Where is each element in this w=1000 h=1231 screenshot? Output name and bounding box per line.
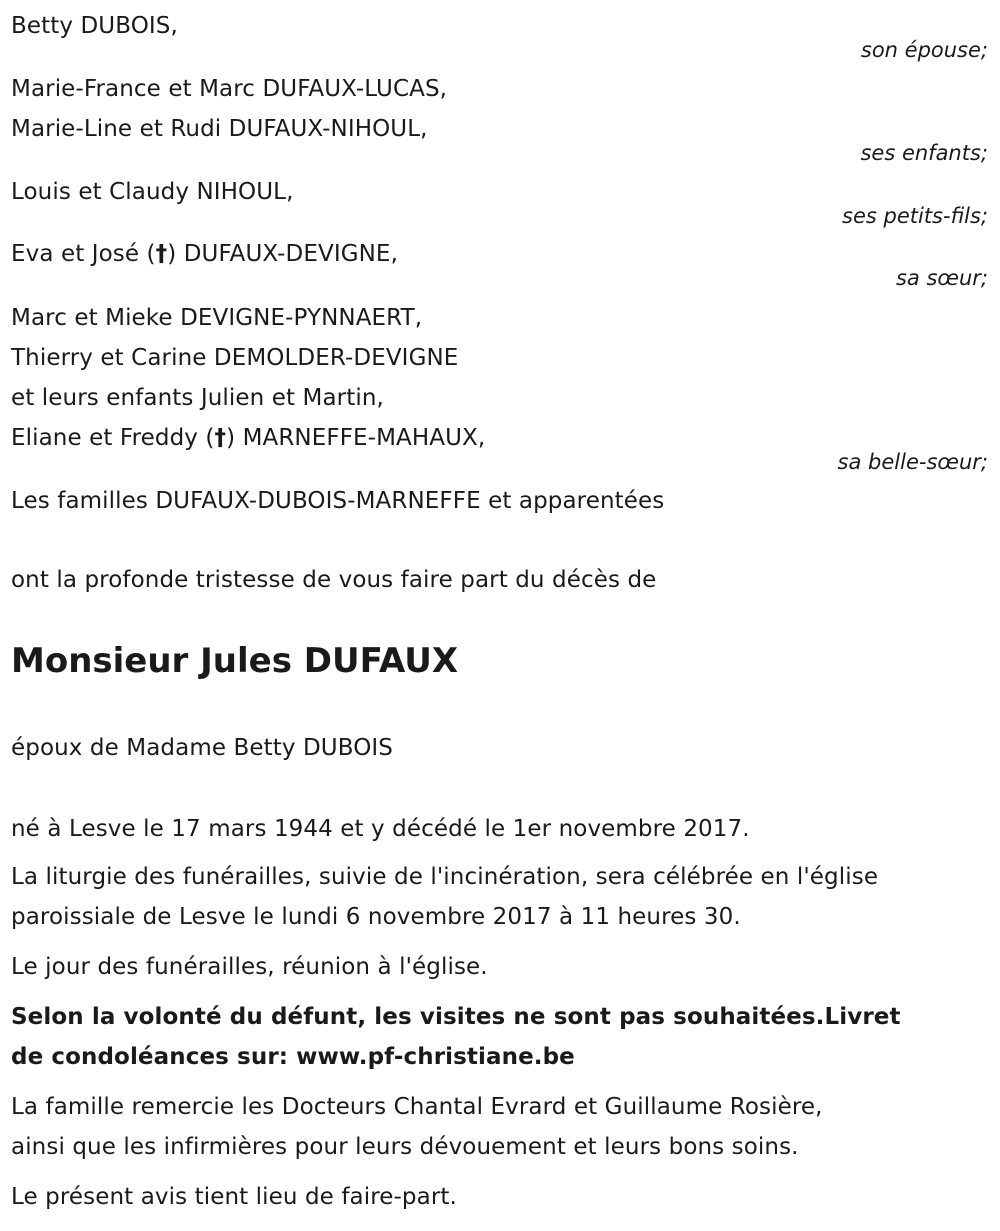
sister-name-after: ) DUFAUX-DEVIGNE, <box>167 241 398 267</box>
thanks-line-2: ainsi que les infirmières pour leurs dévouement et leurs bons soins. <box>11 1134 799 1160</box>
in-law-line-4 <box>11 424 485 452</box>
in-law-line-3: et leurs enfants Julien et Martin, <box>11 385 384 411</box>
dagger-icon: † <box>155 241 168 267</box>
thanks-line-1: La famille remercie les Docteurs Chantal Evrard et Guillaume Rosière, <box>11 1094 823 1120</box>
liturgy-line-2: paroissiale de Lesve le lundi 6 novembre 2017 à 11 heures 30. <box>11 904 741 930</box>
dagger-icon: † <box>214 425 227 451</box>
visits-line-2: de condoléances sur: www.pf-christiane.be <box>11 1044 575 1070</box>
child-line-1: Marie-France et Marc DUFAUX-LUCAS, <box>11 76 448 102</box>
child-line-2: Marie-Line et Rudi DUFAUX-NIHOUL, <box>11 116 428 142</box>
spouse-role: son épouse; <box>860 38 988 62</box>
birth-death-line: né à Lesve le 17 mars 1944 et y décédé le 1er novembre 2017. <box>11 816 750 842</box>
children-role: ses enfants; <box>860 141 988 165</box>
grandchildren-role: ses petits-fils; <box>842 204 988 228</box>
spouse-name: Betty DUBOIS, <box>11 13 178 39</box>
deceased-name: Monsieur Jules DUFAUX <box>11 641 459 681</box>
liturgy-line-1: La liturgie des funérailles, suivie de l'incinération, sera célébrée en l'église <box>11 864 879 890</box>
visits-line-1: Selon la volonté du défunt, les visites ne sont pas souhaitées.Livret <box>11 1004 901 1030</box>
announcement: ont la profonde tristesse de vous faire part du décès de <box>11 567 657 593</box>
grandchildren-name: Louis et Claudy NIHOUL, <box>11 179 294 205</box>
in-law-line-2: Thierry et Carine DEMOLDER-DEVIGNE <box>11 345 459 371</box>
in-law-line-1: Marc et Mieke DEVIGNE-PYNNAERT, <box>11 305 423 331</box>
sister-role: sa sœur; <box>895 266 988 290</box>
deceased-spouse-line: époux de Madame Betty DUBOIS <box>11 735 393 761</box>
reunion-line: Le jour des funérailles, réunion à l'église. <box>11 954 488 980</box>
in-law-line-4-before: Eliane et Freddy ( <box>11 425 215 451</box>
sister-name-before: Eva et José ( <box>11 241 156 267</box>
families-line: Les familles DUFAUX-DUBOIS-MARNEFFE et apparentées <box>11 488 665 514</box>
sister-name <box>11 240 398 268</box>
in-law-line-4-after: ) MARNEFFE-MAHAUX, <box>226 425 486 451</box>
closing-line: Le présent avis tient lieu de faire-part. <box>11 1184 457 1210</box>
in-law-role: sa belle-sœur; <box>837 450 988 474</box>
